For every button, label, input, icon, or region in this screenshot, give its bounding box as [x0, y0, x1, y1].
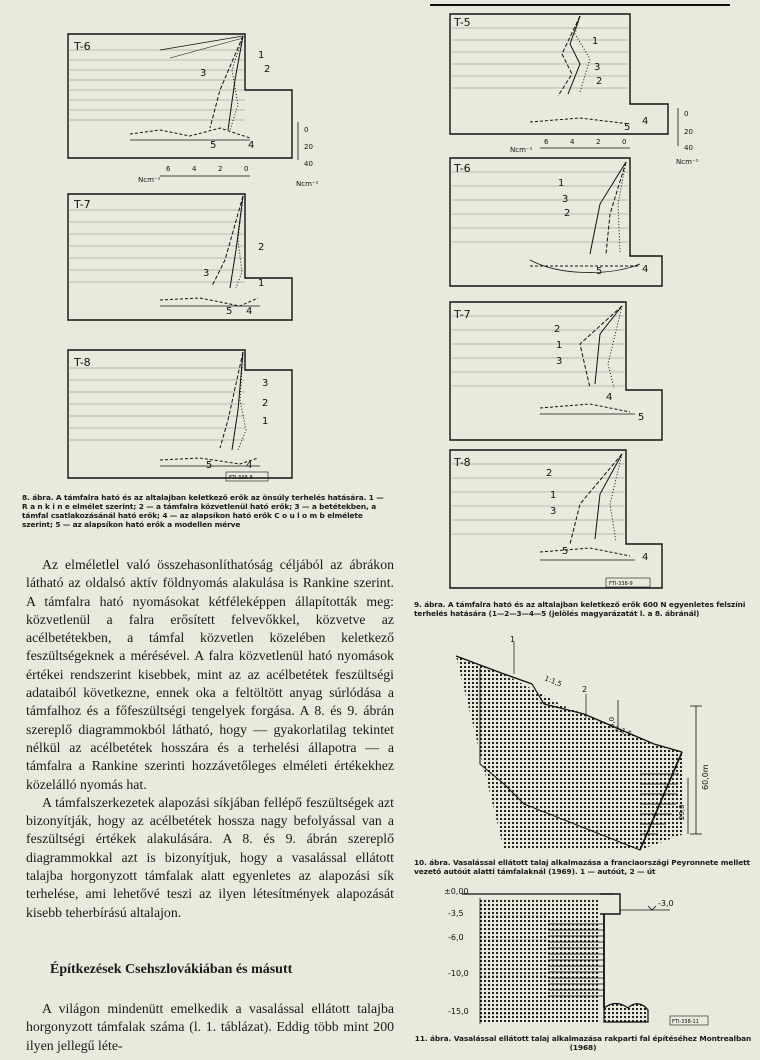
- svg-text:-3,0: -3,0: [658, 899, 674, 908]
- fig8-panel-t8: [68, 350, 292, 481]
- fig10-caption: 10. ábra. Vasalással ellátott talaj alkalmazása a franciaországi Peyronnete mellett vezető autóút alatti támfalaknál (1969). 1 — autóút, 2 — út: [414, 858, 750, 876]
- svg-text:3: 3: [262, 378, 269, 389]
- fig8-stamp: FTI-338-8: [229, 475, 253, 481]
- svg-text:-6,0: -6,0: [448, 933, 464, 942]
- fig9-caption: 9. ábra. A támfalra ható és az altalajban keletkező erők 600 N egyenletes felszíni terhelés hatására (1—2—3—4—5 (jelölés magyarázatát l. a 8. ábránál): [414, 600, 746, 618]
- fig11-stamp: FTI-338-11: [672, 1019, 699, 1025]
- svg-text:20: 20: [304, 143, 313, 151]
- svg-text:3: 3: [594, 62, 601, 73]
- svg-text:4: 4: [192, 165, 197, 173]
- svg-text:5: 5: [624, 122, 631, 133]
- svg-text:2: 2: [262, 398, 269, 409]
- svg-text:4: 4: [570, 138, 575, 146]
- svg-text:2: 2: [546, 468, 553, 479]
- fig9-panel-t5: [450, 14, 668, 134]
- fig9-t5-title: T-5: [454, 16, 471, 29]
- paragraph-1: Az elméletlel való összehasonlíthatóság céljából az ábrákon látható az oldalsó aktív földnyomás alakulása is Rankine szerint. A támfalra ható nyomásokat kétféleképpen állapították meg: közvetlenül a falra erősített felvevőkkel, közvetve az acélbetétekben, a támfal közvetlen közelében keletkező feszültségeknek a mérésével. A falra közvetlenül ható nyomások értékei rendszerint kisebbek, mint az az acélbetétek feszültségi adataiból következne, ennek oka a feltöltött anyag súrlódása a támfalhoz és a főfeszültségi tengelyek forgása. A 8. és 9. ábrán szereplő diagrammokból látható, hogy — gyakorlatilag tekintet nélkül az acélbetétek hosszára és a terhelési állapotra — a támfalra a Rankine szerinti hozzávetőleges elméleti értékekhez közelálló nyomás hat.: [26, 557, 394, 792]
- svg-text:5: 5: [596, 266, 603, 277]
- fig8-t8-title: T-8: [74, 356, 91, 369]
- svg-text:Ncm⁻¹: Ncm⁻¹: [676, 158, 699, 166]
- svg-text:4: 4: [642, 552, 649, 563]
- svg-text:1: 1: [558, 178, 565, 189]
- fig9-t8-title: T-8: [454, 456, 471, 469]
- fig8-t6-title: T-6: [74, 40, 91, 53]
- svg-text:2: 2: [218, 165, 223, 173]
- fig9-panel-t7: [450, 302, 662, 440]
- svg-text:4: 4: [248, 140, 255, 151]
- svg-text:4: 4: [606, 392, 613, 403]
- svg-text:3: 3: [203, 268, 210, 279]
- svg-text:4: 4: [246, 306, 253, 317]
- paragraph-3-block: [26, 1000, 394, 1055]
- svg-text:5: 5: [210, 140, 217, 151]
- svg-text:1: 1: [262, 416, 269, 427]
- fig8-t7-title: T-7: [74, 198, 91, 211]
- svg-text:23,0: 23,0: [678, 804, 686, 820]
- fig9-stamp: FTI-338-9: [609, 581, 633, 587]
- fig11-caption: 11. ábra. Vasalással ellátott talaj alkalmazása rakparti fal építéséhez Montrealban (1968): [414, 1034, 752, 1052]
- svg-text:2: 2: [582, 685, 588, 694]
- fig9-panel-t8: [450, 450, 662, 588]
- fig9-t7-title: T-7: [454, 308, 471, 321]
- svg-text:Ncm⁻¹: Ncm⁻¹: [296, 180, 319, 188]
- svg-text:5: 5: [638, 412, 645, 423]
- fig9-t6-title: T-6: [454, 162, 471, 175]
- figure-10: [444, 634, 724, 852]
- svg-text:3: 3: [200, 68, 207, 79]
- paragraph-2: A támfalszerkezetek alapozási síkjában fellépő feszültségek azt bizonyítják, hogy az acélbetétek hossza nagy befolyással van a feszültségi értékek alakulására. A 8. és 9. ábrán szereplő diagrammokkal azt is bizonyítjuk, hogy a vasalással ellátott talajba horgonyzott támfalak alatt egyenletes az alapozási sík terhelése, ami lehetővé teszi az ilyen létesítmények alapozását kisebb teherbírású altalajon.: [26, 794, 394, 920]
- svg-text:4: 4: [642, 264, 649, 275]
- fig8-caption: 8. ábra. A támfalra ható és az altalajban keletkező erők az önsúly terhelés hatására. 1 — R a n k i n e elmélet szerint; 2 — a támfalra közvetlenül ható erők; 3 — a betétekben, a támfal csatlakozásánál ható erők; 4 — az alapsíkon ható erők C o u l o m b elmélete szerint; 5 — az alapsíkon ható erők a modellen mérve: [22, 493, 384, 529]
- svg-text:1: 1: [258, 278, 265, 289]
- figure-8: [60, 10, 350, 485]
- svg-text:0: 0: [622, 138, 627, 146]
- figure-11: [444, 884, 710, 1028]
- svg-text:3: 3: [556, 356, 563, 367]
- svg-text:3: 3: [562, 194, 569, 205]
- svg-text:2: 2: [564, 208, 571, 219]
- svg-text:40: 40: [304, 160, 313, 168]
- svg-text:1: 1: [592, 36, 599, 47]
- paragraph-3: A világon mindenütt emelkedik a vasalással ellátott talajba horgonyzott támfalak száma (l. 1. táblázat). Eddig több mint 200 ilyen jellegű léte-: [26, 1001, 394, 1053]
- svg-text:2: 2: [264, 64, 271, 75]
- svg-text:4: 4: [642, 116, 649, 127]
- svg-text:5: 5: [226, 306, 233, 317]
- svg-text:4: 4: [246, 460, 253, 471]
- svg-text:5: 5: [562, 546, 569, 557]
- body-text: [26, 556, 394, 922]
- svg-text:5: 5: [206, 460, 213, 471]
- svg-text:0: 0: [304, 126, 309, 134]
- svg-text:6: 6: [166, 165, 171, 173]
- svg-text:8,0: 8,0: [608, 716, 616, 728]
- svg-text:2: 2: [596, 76, 603, 87]
- svg-text:1:1,5: 1:1,5: [543, 674, 563, 689]
- svg-text:1: 1: [510, 635, 516, 644]
- svg-text:-10,0: -10,0: [448, 969, 469, 978]
- svg-text:1:1,5: 1:1,5: [613, 724, 633, 739]
- svg-text:0: 0: [244, 165, 249, 173]
- fig9-panel-t6: [450, 158, 662, 286]
- svg-text:Ncm⁻¹: Ncm⁻¹: [138, 176, 161, 184]
- svg-text:1: 1: [556, 340, 563, 351]
- svg-text:2: 2: [554, 324, 561, 335]
- svg-text:-15,0: -15,0: [448, 1007, 469, 1016]
- svg-text:0: 0: [684, 110, 689, 118]
- svg-text:2: 2: [596, 138, 601, 146]
- svg-text:1: 1: [258, 50, 265, 61]
- svg-text:40: 40: [684, 144, 693, 152]
- svg-text:1: 1: [550, 490, 557, 501]
- svg-text:-3,5: -3,5: [448, 909, 464, 918]
- fig8-panel-t7: [68, 194, 292, 320]
- svg-text:3: 3: [550, 506, 557, 517]
- svg-text:6: 6: [544, 138, 549, 146]
- svg-text:±0,00: ±0,00: [444, 887, 469, 896]
- svg-text:60,0m: 60,0m: [701, 764, 710, 790]
- svg-text:2: 2: [258, 242, 265, 253]
- figure-9: [430, 4, 730, 594]
- svg-text:20: 20: [684, 128, 693, 136]
- svg-text:Ncm⁻¹: Ncm⁻¹: [510, 146, 533, 154]
- section-heading: Építkezések Csehszlovákiában és másutt: [50, 962, 293, 977]
